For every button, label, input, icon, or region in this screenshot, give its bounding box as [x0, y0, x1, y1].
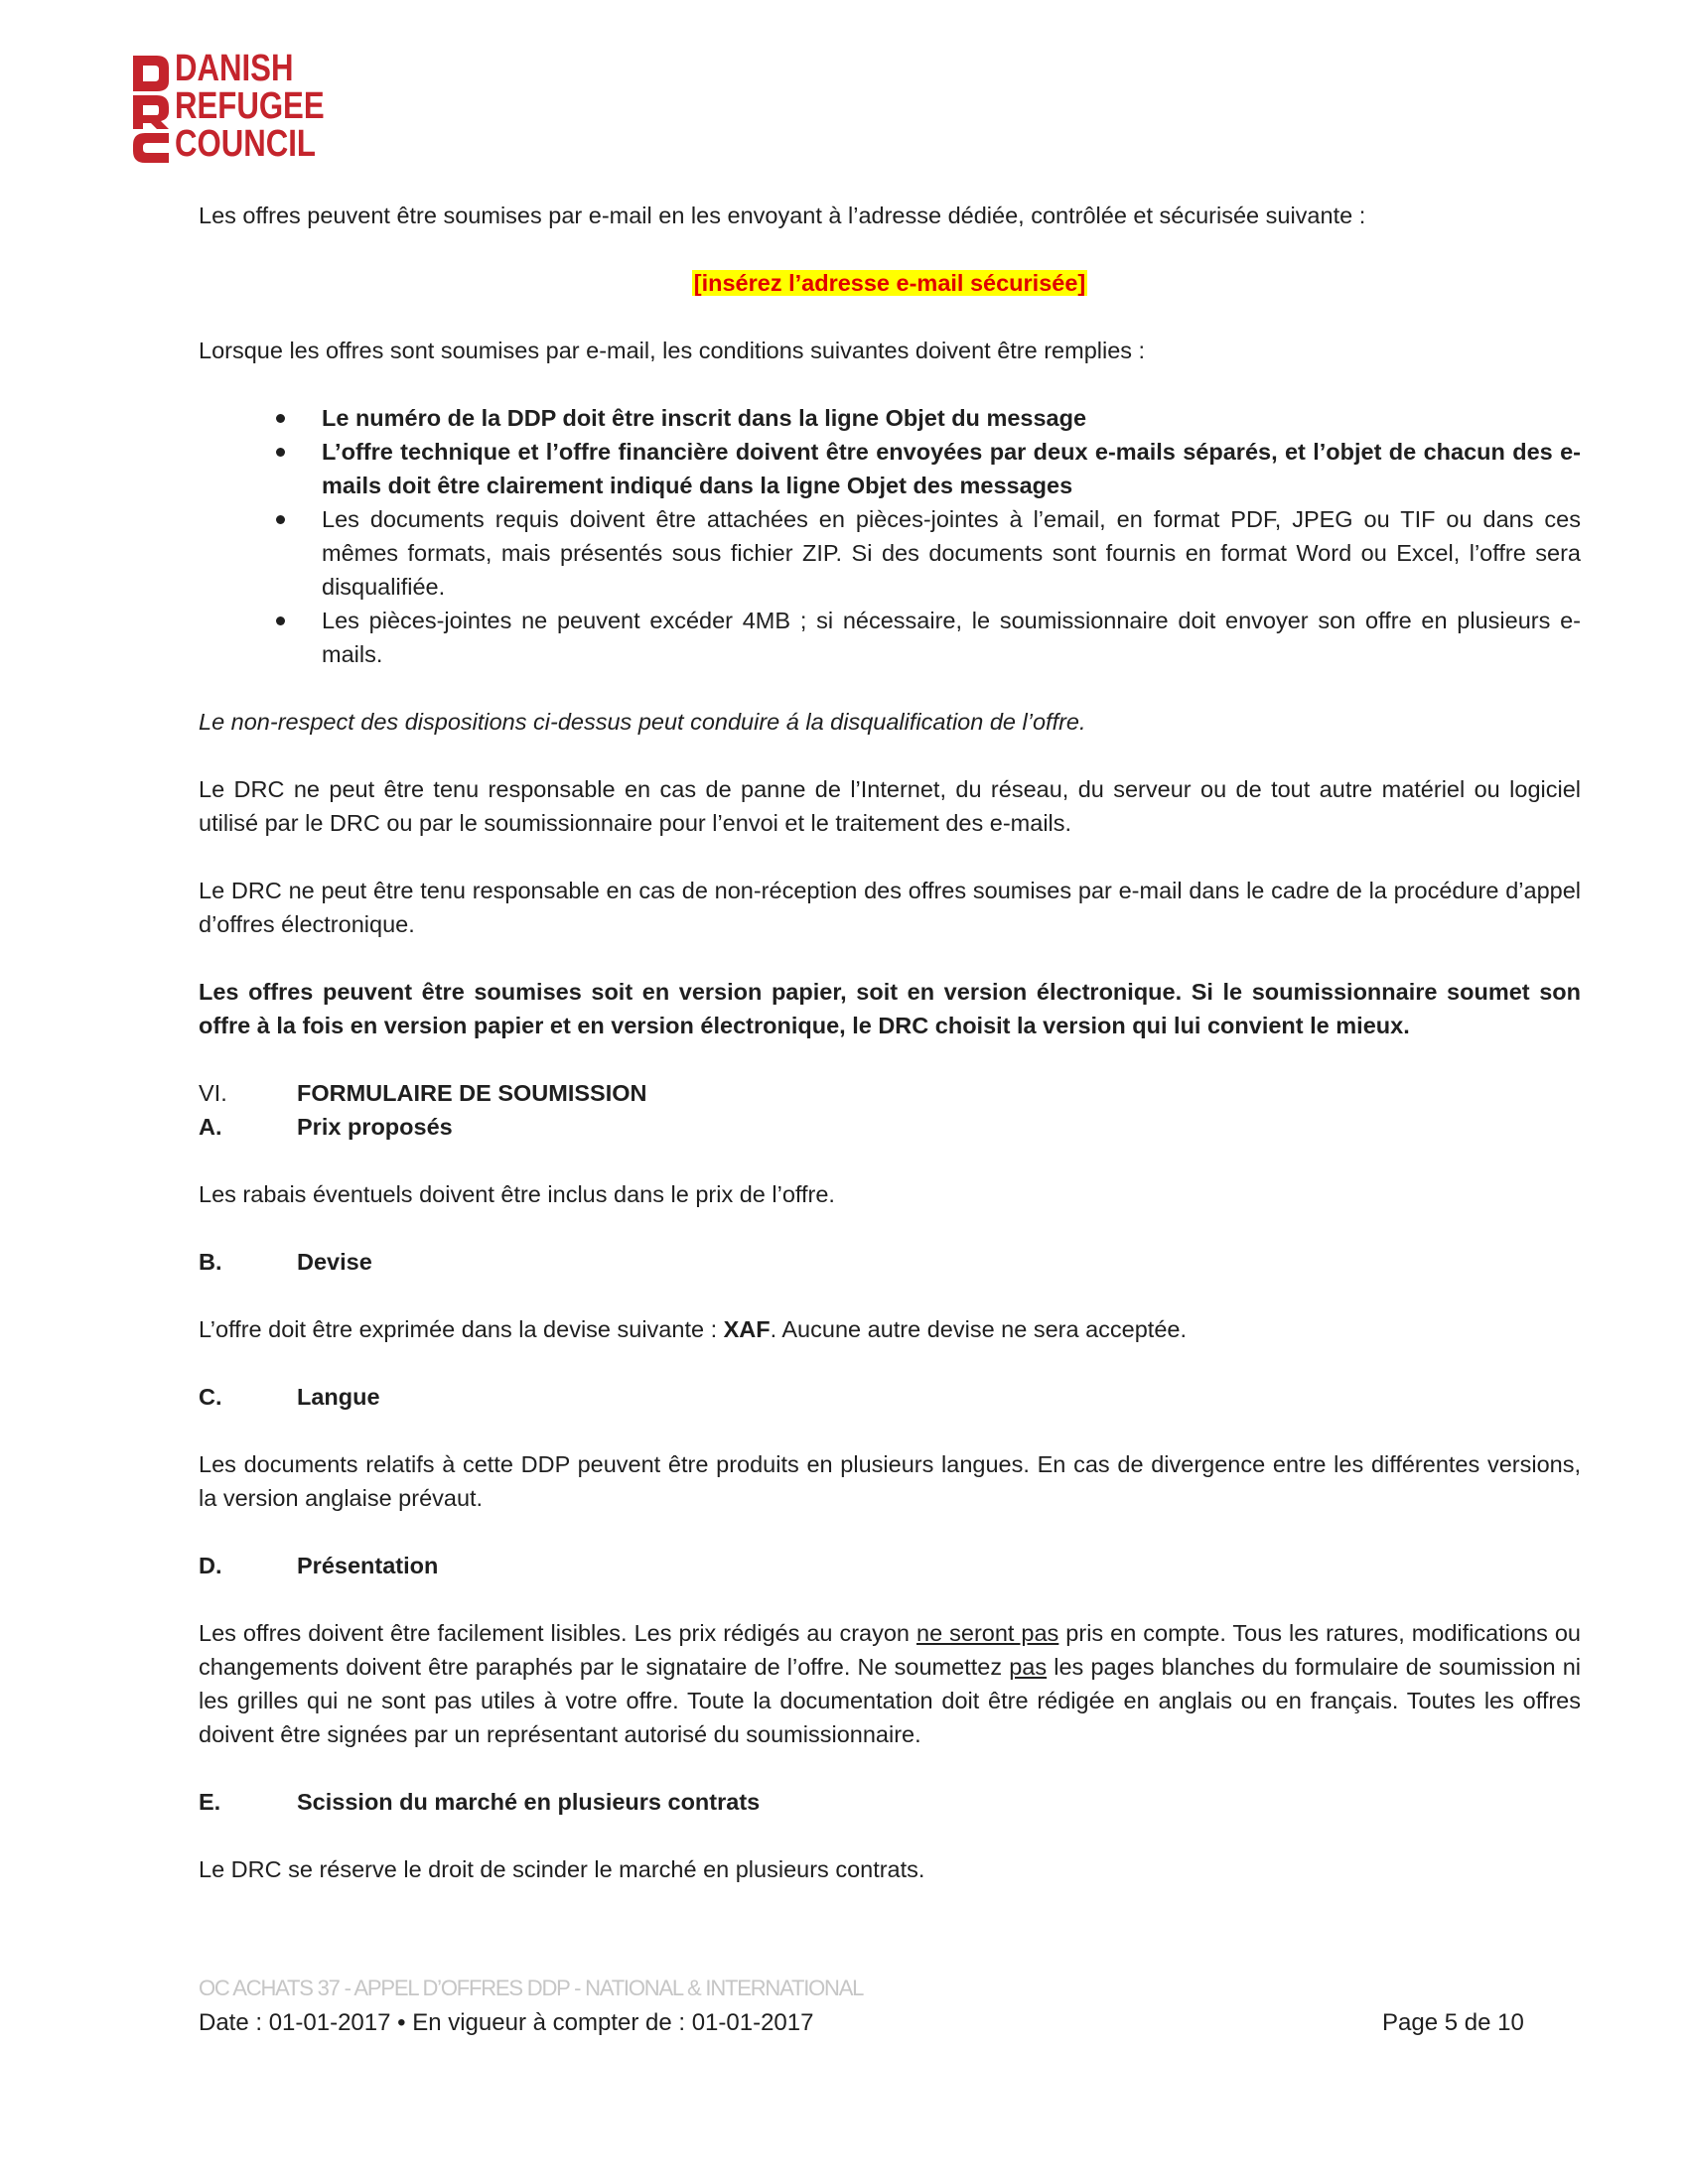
- version-note: Les offres peuvent être soumises soit en version papier, soit en version électronique. Si le soumissionnaire soumet son offre à la fois en version papier et en version électronique, le DRC choisit la version qui lui convient le mieux.: [199, 979, 1581, 1038]
- subsection-heading-e: E. Scission du marché en plusieurs contrats: [199, 1789, 761, 1815]
- bullet-icon: [276, 515, 285, 524]
- bullet-icon: [276, 414, 285, 423]
- intro-paragraph: Les offres peuvent être soumises par e-mail en les envoyant à l’adresse dédiée, contrôlée et sécurisée suivante :: [199, 203, 1366, 228]
- subsection-b-text: L’offre doit être exprimée dans la devise suivante : XAF. Aucune autre devise ne sera acceptée.: [199, 1316, 1187, 1342]
- subsection-heading-b: B. Devise: [199, 1249, 372, 1275]
- section-heading: [199, 1076, 1581, 1110]
- email-placeholder: [insérez l’adresse e-mail sécurisée]: [693, 270, 1086, 296]
- bullet-icon: [276, 448, 285, 457]
- subsection-heading-a: A. Prix proposés: [199, 1114, 453, 1140]
- list-item: Les pièces-jointes ne peuvent excéder 4MB ; si nécessaire, le soumissionnaire doit envoyer son offre en plusieurs e-mails.: [199, 604, 1581, 671]
- footer-page-number: Page 5 de 10: [1382, 2009, 1524, 2036]
- logo-word-refugee: REFUGEE: [175, 85, 325, 127]
- list-item: Les documents requis doivent être attachées en pièces-jointes à l’email, en format PDF, JPEG ou TIF ou dans ces mêmes formats, mais présentés sous fichier ZIP. Si des documents sont fournis en format Word ou Excel, l’offre sera disqualifiée.: [199, 502, 1581, 604]
- section-number: VI.: [199, 1080, 227, 1106]
- footer-date-line: Date : 01-01-2017 • En vigueur à compter de : 01-01-2017: [199, 2009, 814, 2036]
- drc-monogram-icon: [131, 54, 171, 165]
- list-item: Le numéro de la DDP doit être inscrit dans la ligne Objet du message: [199, 401, 1581, 435]
- subsection-c-text: Les documents relatifs à cette DDP peuvent être produits en plusieurs langues. En cas de divergence entre les différentes versions, la version anglaise prévaut.: [199, 1451, 1581, 1511]
- liability-paragraph-2: Le DRC ne peut être tenu responsable en cas de non-réception des offres soumises par e-mail dans le cadre de la procédure d’appel d’offres électronique.: [199, 878, 1581, 937]
- disqualification-note: Le non-respect des dispositions ci-dessus peut conduire á la disqualification de l’offre.: [199, 709, 1086, 735]
- subsection-e-text: Le DRC se réserve le droit de scinder le marché en plusieurs contrats.: [199, 1856, 925, 1882]
- drc-logo: [131, 50, 340, 169]
- document-body: [199, 199, 1581, 1886]
- list-item: L’offre technique et l’offre financière doivent être envoyées par deux e-mails séparés, et l’objet de chacun des e-mails doit être clairement indiqué dans la ligne Objet des messages: [199, 435, 1581, 502]
- currency-value: XAF: [723, 1316, 771, 1342]
- footer-document-reference: OC ACHATS 37 - APPEL D’OFFRES DDP - NATIONAL & INTERNATIONAL: [199, 1976, 864, 2000]
- conditions-intro: Lorsque les offres sont soumises par e-mail, les conditions suivantes doivent être remplies :: [199, 338, 1146, 363]
- subsection-a-text: Les rabais éventuels doivent être inclus dans le prix de l’offre.: [199, 1181, 835, 1207]
- section-title: FORMULAIRE DE SOUMISSION: [297, 1080, 647, 1106]
- liability-paragraph-1: Le DRC ne peut être tenu responsable en cas de panne de l’Internet, du réseau, du serveur ou de tout autre matériel ou logiciel utilisé par le DRC ou par le soumissionnaire pour l’envoi et le traitement des e-mails.: [199, 776, 1581, 836]
- logo-word-council: COUNCIL: [175, 123, 316, 165]
- subsection-d-text: Les offres doivent être facilement lisibles. Les prix rédigés au crayon ne seront pas pris en compte. Tous les ratures, modifications ou changements doivent être paraphés par le signataire de l’offre. Ne soumettez pas les pages blanches du formulaire de soumission ni les grilles qui ne sont pas utiles à votre offre. Toute la documentation doit être rédigée en anglais ou en français. Toutes les offres doivent être signées par un représentant autorisé du soumissionnaire.: [199, 1620, 1581, 1747]
- subsection-heading-c: C. Langue: [199, 1384, 380, 1410]
- conditions-list: [199, 401, 1581, 671]
- subsection-heading-d: D. Présentation: [199, 1553, 439, 1578]
- logo-word-danish: DANISH: [175, 48, 294, 89]
- bullet-icon: [276, 616, 285, 625]
- email-placeholder-line: [199, 266, 1581, 300]
